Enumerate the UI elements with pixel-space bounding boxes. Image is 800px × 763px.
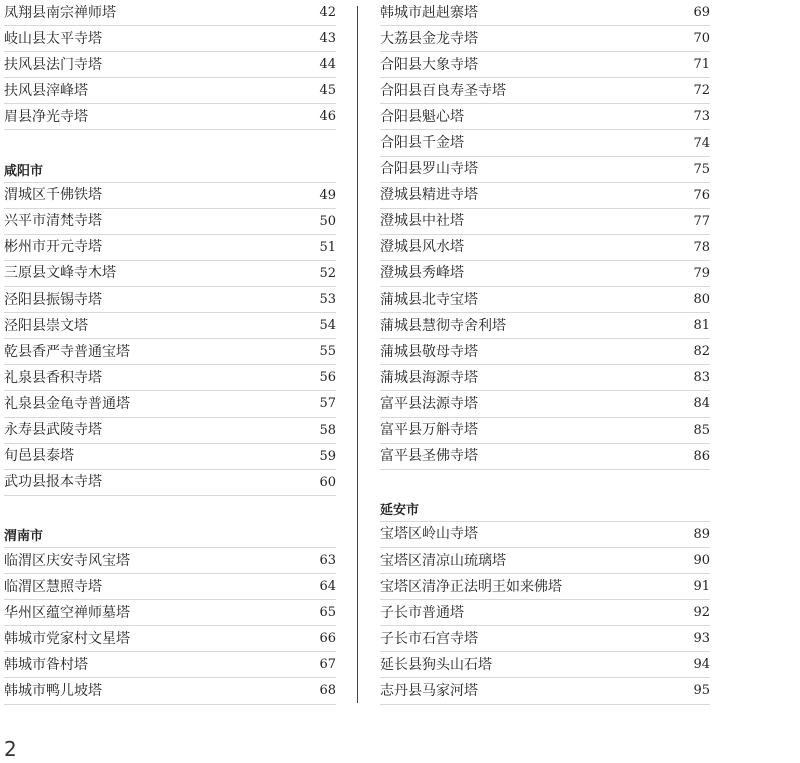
toc-entry xyxy=(4,444,336,470)
toc-entry-title: 礼泉县金龟寺普通塔 xyxy=(4,395,130,412)
toc-entry-page-number: 67 xyxy=(319,657,336,673)
toc-entry-page-number: 81 xyxy=(693,318,710,334)
toc-entry xyxy=(380,157,710,183)
toc-entry xyxy=(4,626,336,652)
toc-entry-title: 延长县狗头山石塔 xyxy=(380,656,492,673)
toc-entry-title: 澄城县中社塔 xyxy=(380,213,464,230)
toc-entry xyxy=(380,365,710,391)
toc-entry-title: 泾阳县振锡寺塔 xyxy=(4,291,102,308)
toc-entry xyxy=(4,261,336,287)
toc-entry xyxy=(380,52,710,78)
section-heading-yanan: 延安市 xyxy=(380,496,710,522)
toc-entry xyxy=(380,391,710,417)
toc-entry xyxy=(380,444,710,470)
toc-entry xyxy=(4,209,336,235)
toc-entry-title: 蒲城县敬母寺塔 xyxy=(380,343,478,360)
toc-entry xyxy=(4,235,336,261)
toc-group-baoji-continued xyxy=(4,0,336,130)
toc-entry-page-number: 51 xyxy=(319,239,336,255)
toc-entry xyxy=(380,287,710,313)
toc-entry xyxy=(380,261,710,287)
toc-entry-title: 志丹县马家河塔 xyxy=(380,682,478,699)
toc-entry-title: 韩城市赳赳寨塔 xyxy=(380,4,478,21)
toc-entry xyxy=(4,0,336,26)
toc-entry xyxy=(380,0,710,26)
toc-entry-title: 彬州市开元寺塔 xyxy=(4,239,102,256)
toc-entry-page-number: 92 xyxy=(693,605,710,621)
toc-entry-page-number: 68 xyxy=(319,683,336,699)
toc-entry xyxy=(380,235,710,261)
toc-entry-title: 泾阳县崇文塔 xyxy=(4,317,88,334)
toc-entry-page-number: 55 xyxy=(319,344,336,360)
toc-entry-title: 扶风县滓峰塔 xyxy=(4,82,88,99)
toc-entry xyxy=(4,183,336,209)
toc-entry-page-number: 75 xyxy=(693,161,710,177)
toc-entry-page-number: 65 xyxy=(319,605,336,621)
toc-entry-title: 蒲城县慧彻寺舍利塔 xyxy=(380,317,506,334)
toc-entry xyxy=(4,104,336,130)
toc-entry-title: 岐山县太平寺塔 xyxy=(4,30,102,47)
toc-entry-title: 眉县净光寺塔 xyxy=(4,108,88,125)
toc-entry-title: 富平县圣佛寺塔 xyxy=(380,448,478,465)
toc-entry xyxy=(380,574,710,600)
toc-entry-title: 宝塔区岭山寺塔 xyxy=(380,526,478,543)
toc-entry-page-number: 49 xyxy=(319,187,336,203)
toc-entry-page-number: 58 xyxy=(319,422,336,438)
toc-entry-title: 兴平市清梵寺塔 xyxy=(4,213,102,230)
toc-entry xyxy=(4,574,336,600)
toc-entry-title: 华州区蕴空禅师墓塔 xyxy=(4,604,130,621)
toc-entry-title: 蒲城县北寺宝塔 xyxy=(380,291,478,308)
toc-entry-title: 子长市石宫寺塔 xyxy=(380,630,478,647)
toc-entry-title: 乾县香严寺普通宝塔 xyxy=(4,343,130,360)
toc-entry-title: 临渭区慧照寺塔 xyxy=(4,578,102,595)
toc-entry-title: 宝塔区清凉山琉璃塔 xyxy=(380,552,506,569)
toc-entry-page-number: 79 xyxy=(693,265,710,281)
toc-entry-page-number: 93 xyxy=(693,631,710,647)
page-number: 2 xyxy=(4,737,17,761)
column-divider xyxy=(357,6,358,703)
toc-entry-title: 合阳县千金塔 xyxy=(380,135,464,152)
toc-entry-title: 旬邑县泰塔 xyxy=(4,448,74,465)
toc-entry-title: 韩城市鸭儿坡塔 xyxy=(4,682,102,699)
section-heading-xianyang: 咸阳市 xyxy=(4,157,336,183)
toc-entry-page-number: 56 xyxy=(319,370,336,386)
toc-group-weinan xyxy=(4,548,336,705)
toc-entry-title: 三原县文峰寺木塔 xyxy=(4,265,116,282)
toc-entry-page-number: 85 xyxy=(693,422,710,438)
toc-entry-page-number: 52 xyxy=(319,265,336,281)
toc-entry-title: 韩城市党家村文星塔 xyxy=(4,630,130,647)
toc-entry xyxy=(4,418,336,444)
toc-entry xyxy=(4,26,336,52)
toc-entry xyxy=(380,652,710,678)
toc-entry-title: 渭城区千佛铁塔 xyxy=(4,187,102,204)
toc-entry xyxy=(4,52,336,78)
toc-entry xyxy=(4,652,336,678)
toc-entry xyxy=(380,339,710,365)
toc-entry-title: 子长市普通塔 xyxy=(380,604,464,621)
toc-entry-page-number: 73 xyxy=(693,109,710,125)
toc-entry-page-number: 44 xyxy=(319,57,336,73)
toc-entry xyxy=(4,548,336,574)
toc-entry-page-number: 72 xyxy=(693,83,710,99)
toc-entry-title: 大荔县金龙寺塔 xyxy=(380,30,478,47)
toc-entry-page-number: 53 xyxy=(319,292,336,308)
toc-entry-page-number: 45 xyxy=(319,83,336,99)
toc-entry xyxy=(380,600,710,626)
toc-entry-title: 合阳县魁心塔 xyxy=(380,108,464,125)
toc-entry xyxy=(4,470,336,496)
toc-entry-page-number: 46 xyxy=(319,109,336,125)
toc-entry-page-number: 74 xyxy=(693,135,710,151)
toc-entry-page-number: 71 xyxy=(693,57,710,73)
toc-entry-title: 宝塔区清净正法明王如来佛塔 xyxy=(380,578,562,595)
toc-entry-page-number: 90 xyxy=(693,553,710,569)
toc-entry-page-number: 82 xyxy=(693,344,710,360)
toc-entry xyxy=(4,600,336,626)
toc-entry xyxy=(380,78,710,104)
toc-entry-page-number: 50 xyxy=(319,213,336,229)
toc-entry-page-number: 70 xyxy=(693,31,710,47)
toc-right-column xyxy=(380,0,710,705)
toc-entry-page-number: 77 xyxy=(693,213,710,229)
toc-left-column xyxy=(4,0,336,705)
toc-entry xyxy=(380,26,710,52)
section-heading-weinan: 渭南市 xyxy=(4,522,336,548)
toc-entry xyxy=(4,78,336,104)
toc-entry xyxy=(4,287,336,313)
toc-entry-title: 礼泉县香积寺塔 xyxy=(4,369,102,386)
toc-entry-page-number: 76 xyxy=(693,187,710,203)
toc-entry xyxy=(4,339,336,365)
toc-entry-title: 合阳县罗山寺塔 xyxy=(380,161,478,178)
toc-entry-page-number: 95 xyxy=(693,683,710,699)
toc-entry xyxy=(4,365,336,391)
toc-entry xyxy=(380,130,710,156)
toc-group-xianyang xyxy=(4,183,336,496)
toc-entry xyxy=(4,678,336,704)
toc-entry-page-number: 78 xyxy=(693,239,710,255)
toc-entry-title: 澄城县精进寺塔 xyxy=(380,187,478,204)
toc-entry-title: 澄城县秀峰塔 xyxy=(380,265,464,282)
toc-entry-page-number: 57 xyxy=(319,396,336,412)
toc-entry-page-number: 63 xyxy=(319,553,336,569)
toc-entry-title: 扶风县法门寺塔 xyxy=(4,56,102,73)
toc-entry-title: 澄城县风水塔 xyxy=(380,239,464,256)
toc-entry-title: 合阳县大象寺塔 xyxy=(380,56,478,73)
toc-entry-title: 临渭区庆安寺风宝塔 xyxy=(4,552,130,569)
toc-entry xyxy=(4,313,336,339)
toc-entry xyxy=(380,183,710,209)
toc-entry xyxy=(380,522,710,548)
toc-entry xyxy=(380,418,710,444)
toc-entry-page-number: 94 xyxy=(693,657,710,673)
toc-entry-page-number: 59 xyxy=(319,448,336,464)
toc-entry-page-number: 86 xyxy=(693,448,710,464)
toc-entry xyxy=(380,678,710,704)
toc-entry xyxy=(380,313,710,339)
toc-group-weinan-continued xyxy=(380,0,710,470)
toc-entry-page-number: 64 xyxy=(319,579,336,595)
toc-entry xyxy=(380,548,710,574)
toc-entry-title: 武功县报本寺塔 xyxy=(4,474,102,491)
toc-entry xyxy=(380,626,710,652)
toc-entry-title: 永寿县武陵寺塔 xyxy=(4,422,102,439)
toc-entry-page-number: 54 xyxy=(319,318,336,334)
toc-entry-page-number: 80 xyxy=(693,292,710,308)
toc-entry-page-number: 84 xyxy=(693,396,710,412)
toc-entry-page-number: 69 xyxy=(693,5,710,21)
toc-group-yanan xyxy=(380,522,710,705)
toc-entry-page-number: 83 xyxy=(693,370,710,386)
toc-entry-page-number: 42 xyxy=(319,5,336,21)
toc-entry xyxy=(380,104,710,130)
toc-entry-page-number: 60 xyxy=(319,474,336,490)
toc-entry xyxy=(4,391,336,417)
toc-entry-page-number: 43 xyxy=(319,31,336,47)
toc-entry-page-number: 89 xyxy=(693,526,710,542)
toc-entry-title: 蒲城县海源寺塔 xyxy=(380,369,478,386)
toc-entry-page-number: 91 xyxy=(693,579,710,595)
toc-entry-title: 富平县法源寺塔 xyxy=(380,395,478,412)
toc-entry-page-number: 66 xyxy=(319,631,336,647)
toc-entry-title: 合阳县百良寿圣寺塔 xyxy=(380,82,506,99)
toc-entry xyxy=(380,209,710,235)
toc-entry-title: 凤翔县南宗禅师塔 xyxy=(4,4,116,21)
toc-entry-title: 韩城市昝村塔 xyxy=(4,656,88,673)
toc-entry-title: 富平县万斛寺塔 xyxy=(380,422,478,439)
